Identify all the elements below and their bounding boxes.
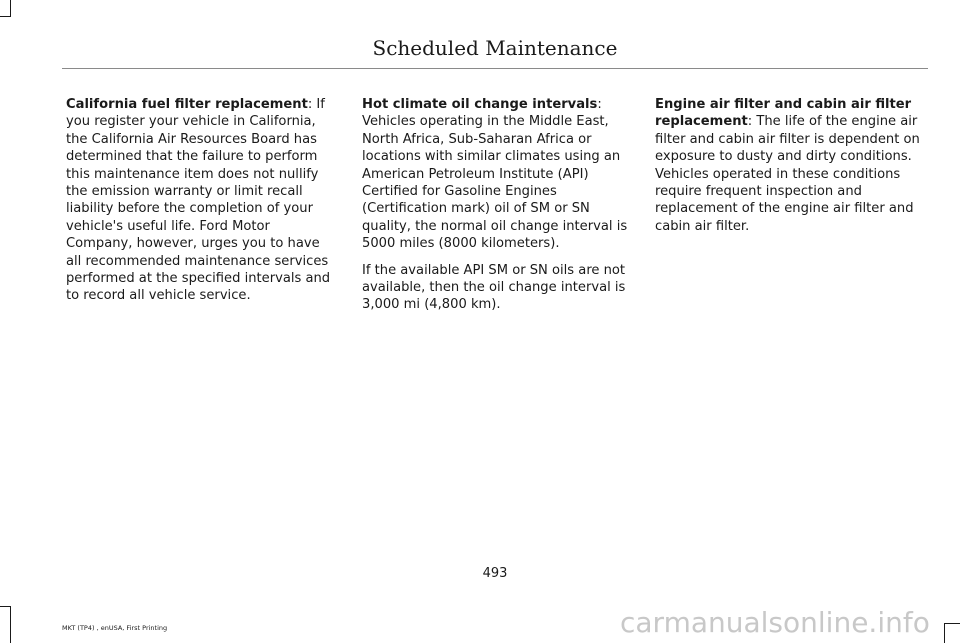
crop-mark-bottom-left-horizontal: [0, 606, 11, 607]
paragraph-heading: Hot climate oil change intervals: [362, 97, 598, 112]
page-number: 493: [482, 566, 508, 581]
crop-mark-bottom-right-vertical: [944, 623, 945, 643]
paragraph-text: : The life of the engine air filter and cabin air filter is dependent on exposure to dusty and dirty conditions. Vehicles operated in these conditions require frequent inspection and replacement of the engine air filter and cabin air filter.: [655, 114, 920, 234]
page-title: Scheduled Maintenance: [372, 36, 618, 60]
paragraph: [362, 262, 636, 314]
crop-mark-top-left-horizontal: [0, 16, 11, 17]
paragraph-text: : If you register your vehicle in California, the California Air Resources Board has determined that the failure to perform this maintenance item does not nullify the emission warranty or limit recall liability before the completion of your vehicle's useful life. Ford Motor Company, however, urges you to have all recommended maintenance services performed at the specified intervals and to record all vehicle service.: [66, 97, 331, 304]
crop-mark-bottom-right-horizontal: [944, 623, 960, 624]
paragraph-heading: Engine air filter and cabin air filter replacement: [655, 97, 912, 130]
paragraph-text: If the available API SM or SN oils are not available, then the oil change interval is 3,000 mi (4,800 km).: [362, 262, 626, 313]
header-divider: [62, 68, 928, 69]
paragraph: [362, 96, 636, 253]
paragraph: [655, 96, 931, 235]
crop-mark-bottom-left-vertical: [10, 606, 11, 643]
paragraph-heading: California fuel filter replacement: [66, 97, 308, 112]
paragraph-text: : Vehicles operating in the Middle East, North Africa, Sub-Saharan Africa or locations with similar climates using an American Petroleum Institute (API) Certified for Gasoline Engines (Certification mark) oil of SM or SN quality, the normal oil change interval is 5000 miles (8000 kilometers).: [362, 97, 628, 252]
column-hot-climate-oil: [362, 96, 636, 323]
column-air-filters: [655, 96, 931, 244]
crop-mark-top-left-vertical: [10, 0, 11, 16]
column-fuel-filter: [66, 96, 338, 314]
footer-printing-info: MKT (TP4) , enUSA, First Printing: [62, 624, 168, 632]
watermark: carmanualsonline.info: [620, 606, 930, 639]
paragraph: [66, 96, 338, 305]
